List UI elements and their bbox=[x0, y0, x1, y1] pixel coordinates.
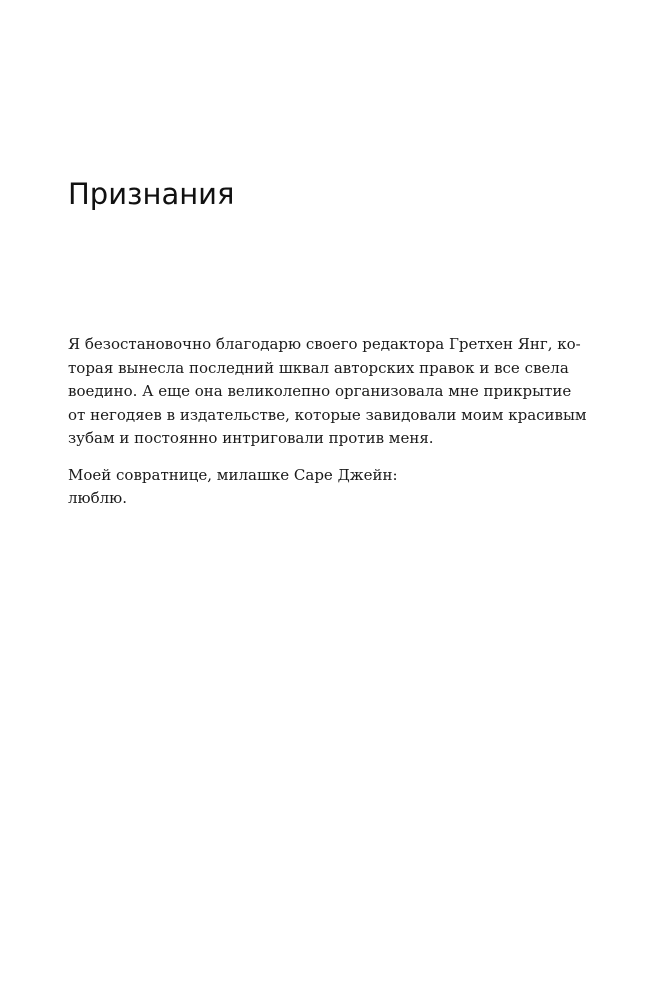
paragraph-editor-thanks bbox=[68, 333, 588, 451]
text-line: люблю. bbox=[68, 489, 127, 507]
text-line: торая вынесла последний шквал авторских правок и все свела bbox=[68, 358, 569, 377]
text-line: воедино. А еще она великолепно организовала мне прикрытие bbox=[68, 382, 572, 400]
text-line: зубам и постоянно интриговали против меня. bbox=[68, 429, 434, 447]
acknowledgements-body bbox=[68, 333, 588, 524]
text-line: Я безостановочно благодарю своего редактора Гретхен Янг, ко- bbox=[68, 335, 581, 353]
text-line: Моей совратнице, милашке Саре Джейн: bbox=[68, 465, 398, 484]
chapter-heading: Признания bbox=[68, 177, 235, 211]
paragraph-dedication bbox=[68, 464, 588, 511]
text-line: от негодяев в издательстве, которые завидовали моим красивым bbox=[68, 405, 587, 424]
